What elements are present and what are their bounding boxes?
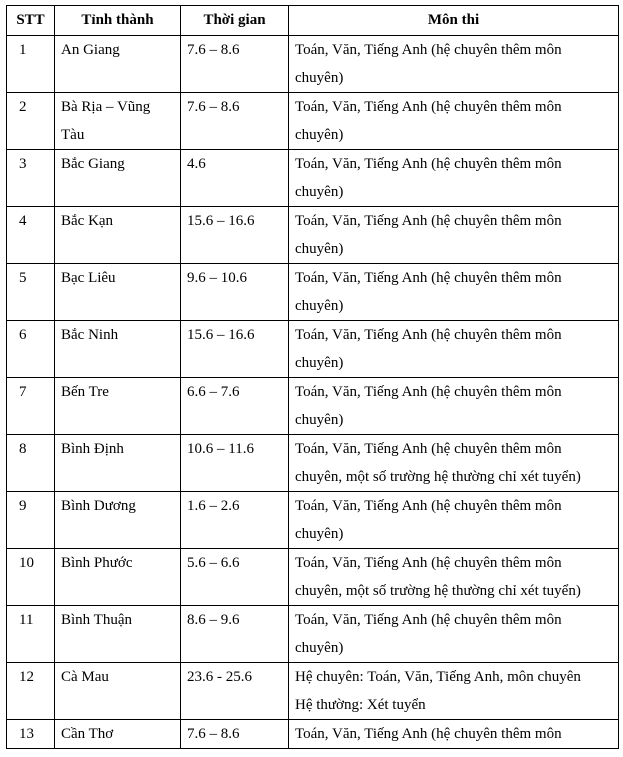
cell-province bbox=[55, 150, 181, 207]
province-line: Bến Tre bbox=[61, 384, 109, 400]
exam-schedule-table bbox=[6, 5, 619, 749]
cell-province bbox=[55, 435, 181, 492]
cell-province bbox=[55, 36, 181, 93]
subject-line: Hệ chuyên: Toán, Văn, Tiếng Anh, môn chuyên bbox=[295, 669, 581, 685]
subject-line: Toán, Văn, Tiếng Anh (hệ chuyên thêm môn bbox=[295, 213, 562, 229]
table-row bbox=[7, 321, 619, 378]
subject-line: Toán, Văn, Tiếng Anh (hệ chuyên thêm môn bbox=[295, 498, 562, 514]
subject-line: chuyên) bbox=[295, 526, 344, 542]
cell-province bbox=[55, 378, 181, 435]
cell-province bbox=[55, 93, 181, 150]
table-row bbox=[7, 93, 619, 150]
table-row bbox=[7, 207, 619, 264]
cell-stt: 8 bbox=[7, 435, 55, 492]
cell-time: 10.6 – 11.6 bbox=[181, 435, 289, 492]
cell-province bbox=[55, 492, 181, 549]
subject-line: chuyên) bbox=[295, 298, 344, 314]
province-line: Bà Rịa – Vũng bbox=[61, 99, 151, 115]
cell-stt: 11 bbox=[7, 606, 55, 663]
cell-time: 23.6 - 25.6 bbox=[181, 663, 289, 720]
subject-line: Toán, Văn, Tiếng Anh (hệ chuyên thêm môn bbox=[295, 555, 562, 571]
cell-province bbox=[55, 549, 181, 606]
province-line: Bình Định bbox=[61, 441, 124, 457]
table-row bbox=[7, 378, 619, 435]
table-row bbox=[7, 492, 619, 549]
subject-line: Toán, Văn, Tiếng Anh (hệ chuyên thêm môn bbox=[295, 270, 562, 286]
subject-line: Toán, Văn, Tiếng Anh (hệ chuyên thêm môn bbox=[295, 612, 562, 628]
cell-subject bbox=[289, 720, 619, 749]
subject-line: Toán, Văn, Tiếng Anh (hệ chuyên thêm môn bbox=[295, 327, 562, 343]
cell-stt: 13 bbox=[7, 720, 55, 749]
province-line: Bạc Liêu bbox=[61, 270, 116, 286]
cell-province bbox=[55, 720, 181, 749]
cell-stt: 4 bbox=[7, 207, 55, 264]
cell-time: 8.6 – 9.6 bbox=[181, 606, 289, 663]
cell-subject bbox=[289, 264, 619, 321]
cell-time: 7.6 – 8.6 bbox=[181, 36, 289, 93]
table-row bbox=[7, 150, 619, 207]
table-row bbox=[7, 549, 619, 606]
cell-stt: 10 bbox=[7, 549, 55, 606]
province-line: An Giang bbox=[61, 42, 120, 58]
header-stt: STT bbox=[7, 6, 55, 36]
province-line: Tàu bbox=[61, 127, 85, 143]
table-header-row bbox=[7, 6, 619, 36]
subject-line: chuyên) bbox=[295, 184, 344, 200]
province-line: Cần Thơ bbox=[61, 726, 114, 742]
cell-time: 4.6 bbox=[181, 150, 289, 207]
cell-subject bbox=[289, 663, 619, 720]
subject-line: Hệ thường: Xét tuyển bbox=[295, 697, 426, 713]
province-line: Bình Phước bbox=[61, 555, 133, 571]
cell-subject bbox=[289, 492, 619, 549]
subject-line: chuyên) bbox=[295, 241, 344, 257]
cell-subject bbox=[289, 435, 619, 492]
cell-subject bbox=[289, 36, 619, 93]
subject-line: Toán, Văn, Tiếng Anh (hệ chuyên thêm môn bbox=[295, 99, 562, 115]
cell-time: 6.6 – 7.6 bbox=[181, 378, 289, 435]
table-body bbox=[7, 36, 619, 749]
cell-subject bbox=[289, 93, 619, 150]
cell-province bbox=[55, 321, 181, 378]
subject-line: chuyên) bbox=[295, 355, 344, 371]
cell-stt: 1 bbox=[7, 36, 55, 93]
cell-subject bbox=[289, 606, 619, 663]
header-time: Thời gian bbox=[181, 6, 289, 36]
subject-line: chuyên) bbox=[295, 640, 344, 656]
cell-subject bbox=[289, 207, 619, 264]
subject-line: chuyên) bbox=[295, 412, 344, 428]
table-row bbox=[7, 435, 619, 492]
cell-time: 7.6 – 8.6 bbox=[181, 93, 289, 150]
province-line: Cà Mau bbox=[61, 669, 109, 685]
cell-stt: 6 bbox=[7, 321, 55, 378]
subject-line: chuyên, một số trường hệ thường chỉ xét tuyển) bbox=[295, 469, 581, 485]
cell-time: 5.6 – 6.6 bbox=[181, 549, 289, 606]
cell-subject bbox=[289, 321, 619, 378]
table-row bbox=[7, 663, 619, 720]
cell-stt: 12 bbox=[7, 663, 55, 720]
cell-time: 9.6 – 10.6 bbox=[181, 264, 289, 321]
table-row bbox=[7, 264, 619, 321]
cell-subject bbox=[289, 150, 619, 207]
subject-line: chuyên, một số trường hệ thường chỉ xét tuyển) bbox=[295, 583, 581, 599]
cell-stt: 3 bbox=[7, 150, 55, 207]
cell-time: 15.6 – 16.6 bbox=[181, 207, 289, 264]
cell-province bbox=[55, 207, 181, 264]
subject-line: Toán, Văn, Tiếng Anh (hệ chuyên thêm môn bbox=[295, 726, 562, 742]
cell-province bbox=[55, 663, 181, 720]
table-row bbox=[7, 720, 619, 749]
table-row bbox=[7, 36, 619, 93]
cell-stt: 2 bbox=[7, 93, 55, 150]
cell-province bbox=[55, 264, 181, 321]
cell-time: 7.6 – 8.6 bbox=[181, 720, 289, 749]
cell-stt: 9 bbox=[7, 492, 55, 549]
cell-subject bbox=[289, 378, 619, 435]
province-line: Bắc Giang bbox=[61, 156, 125, 172]
cell-time: 1.6 – 2.6 bbox=[181, 492, 289, 549]
header-subject: Môn thi bbox=[289, 6, 619, 36]
subject-line: Toán, Văn, Tiếng Anh (hệ chuyên thêm môn bbox=[295, 441, 562, 457]
cell-stt: 5 bbox=[7, 264, 55, 321]
cell-stt: 7 bbox=[7, 378, 55, 435]
header-province: Tỉnh thành bbox=[55, 6, 181, 36]
subject-line: chuyên) bbox=[295, 70, 344, 86]
cell-subject bbox=[289, 549, 619, 606]
subject-line: Toán, Văn, Tiếng Anh (hệ chuyên thêm môn bbox=[295, 156, 562, 172]
province-line: Bình Dương bbox=[61, 498, 136, 514]
subject-line: Toán, Văn, Tiếng Anh (hệ chuyên thêm môn bbox=[295, 384, 562, 400]
province-line: Bình Thuận bbox=[61, 612, 132, 628]
subject-line: chuyên) bbox=[295, 127, 344, 143]
cell-province bbox=[55, 606, 181, 663]
province-line: Bắc Kạn bbox=[61, 213, 114, 229]
province-line: Bắc Ninh bbox=[61, 327, 119, 343]
table-row bbox=[7, 606, 619, 663]
cell-time: 15.6 – 16.6 bbox=[181, 321, 289, 378]
subject-line: Toán, Văn, Tiếng Anh (hệ chuyên thêm môn bbox=[295, 42, 562, 58]
